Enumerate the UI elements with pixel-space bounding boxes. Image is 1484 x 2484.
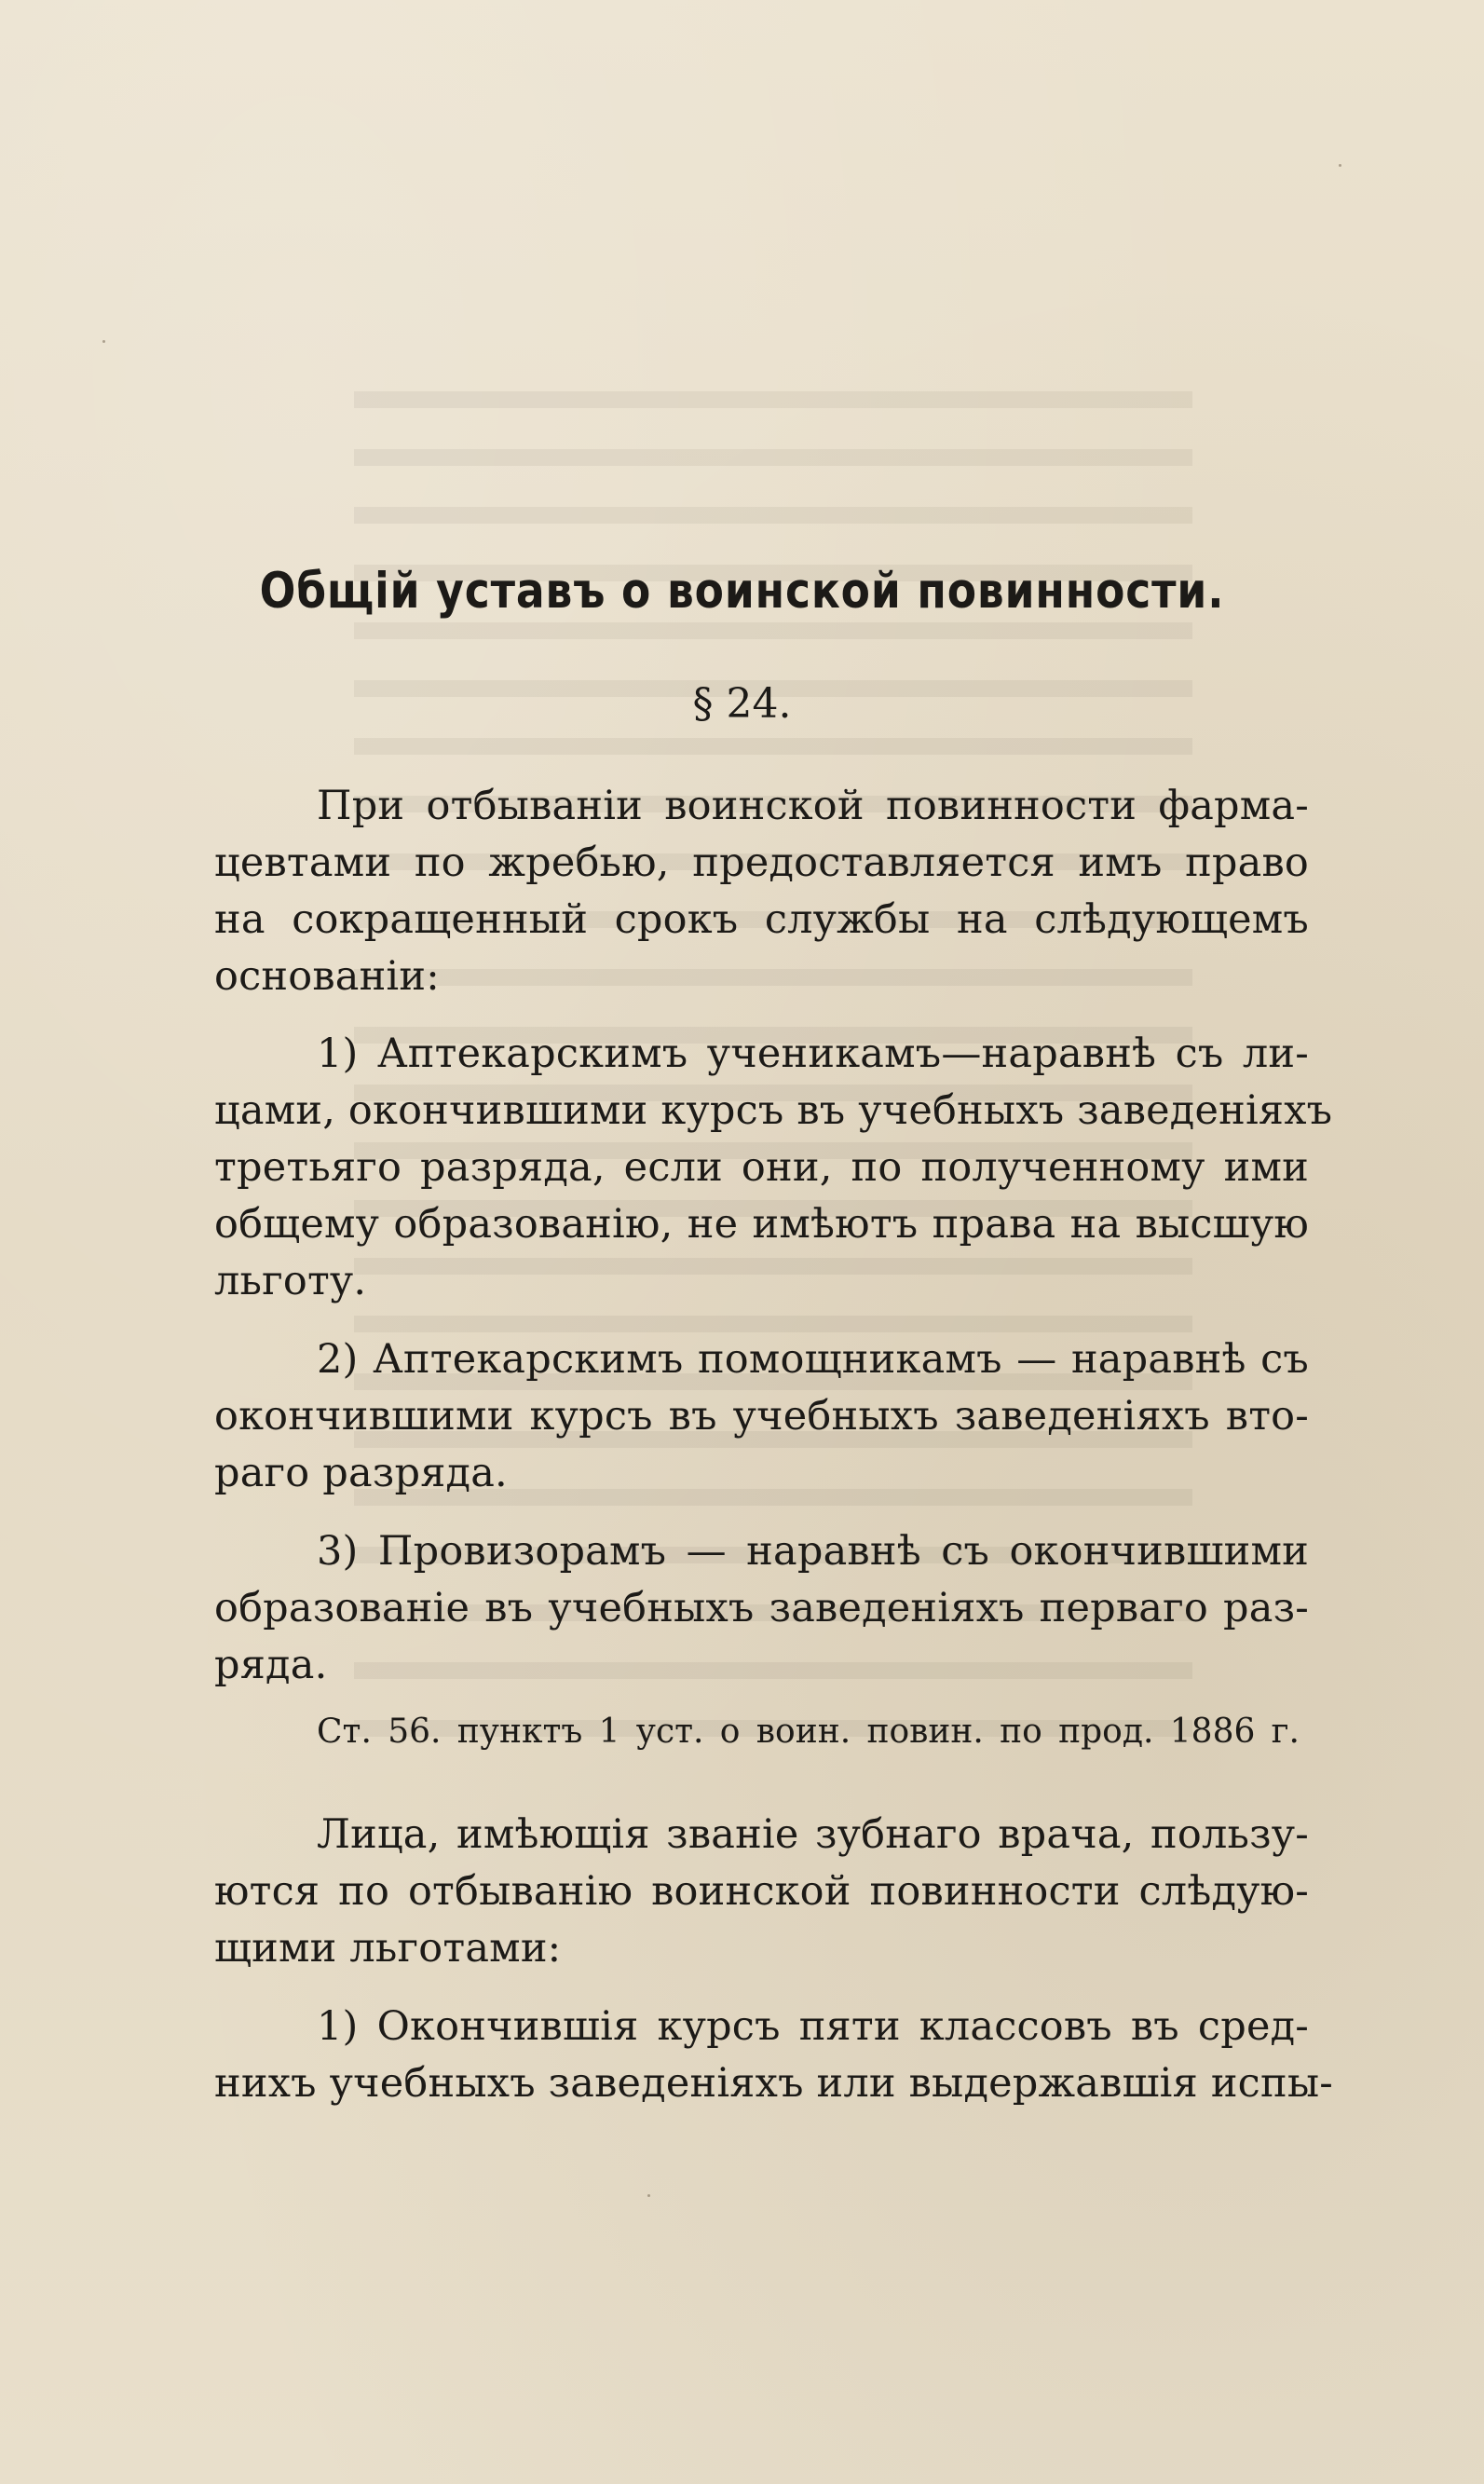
paragraph-line: При отбываніи воинской повинности фарма- — [317, 783, 1309, 829]
paper-speck — [647, 2194, 650, 2197]
list-item-line: общему образованію, не имѣютъ права на высшую — [214, 1201, 1309, 1248]
list-item-line: 1) Аптекарскимъ ученикамъ—наравнѣ съ ли- — [317, 1030, 1309, 1077]
list-item-line: льготу. — [214, 1258, 367, 1304]
page-title: Общій уставъ о воинской повинности. — [259, 563, 1225, 620]
list-item-line: цами, окончившими курсъ въ учебныхъ заведеніяхъ — [214, 1087, 1333, 1134]
paragraph-line: основаніи: — [214, 953, 440, 1000]
list-item-line: третьяго разряда, если они, по полученному ими — [214, 1144, 1309, 1191]
list-item-line: 1) Окончившія курсъ пяти классовъ въ сред- — [317, 2003, 1309, 2050]
list-item-line: нихъ учебныхъ заведеніяхъ или выдержавшія испы- — [214, 2060, 1333, 2107]
paragraph-line: Лица, имѣющія званіе зубнаго врача, пользу- — [317, 1811, 1309, 1858]
legal-citation: Ст. 56. пунктъ 1 уст. о воин. повин. по прод. 1886 г. — [317, 1713, 1300, 1751]
list-item-line: 3) Провизорамъ — наравнѣ съ окончившими — [317, 1528, 1309, 1575]
paper-speck — [102, 340, 105, 343]
list-item-line: раго разряда. — [214, 1450, 508, 1496]
section-number: § 24. — [692, 680, 792, 728]
paragraph-line: щими льготами: — [214, 1925, 562, 1972]
paragraph-line: цевтами по жребью, предоставляется имъ право — [214, 839, 1309, 886]
paragraph-line: на сокращенный срокъ службы на слѣдующемъ — [214, 896, 1309, 943]
list-item-line: образованіе въ учебныхъ заведеніяхъ перваго раз- — [214, 1585, 1309, 1631]
list-item-line: 2) Аптекарскимъ помощникамъ — наравнѣ съ — [317, 1336, 1309, 1383]
paper-speck — [1339, 164, 1341, 167]
list-item-line: ряда. — [214, 1642, 328, 1688]
list-item-line: окончившими курсъ въ учебныхъ заведеніяхъ вто- — [214, 1393, 1309, 1440]
paragraph-line: ются по отбыванію воинской повинности слѣдую- — [214, 1868, 1309, 1915]
